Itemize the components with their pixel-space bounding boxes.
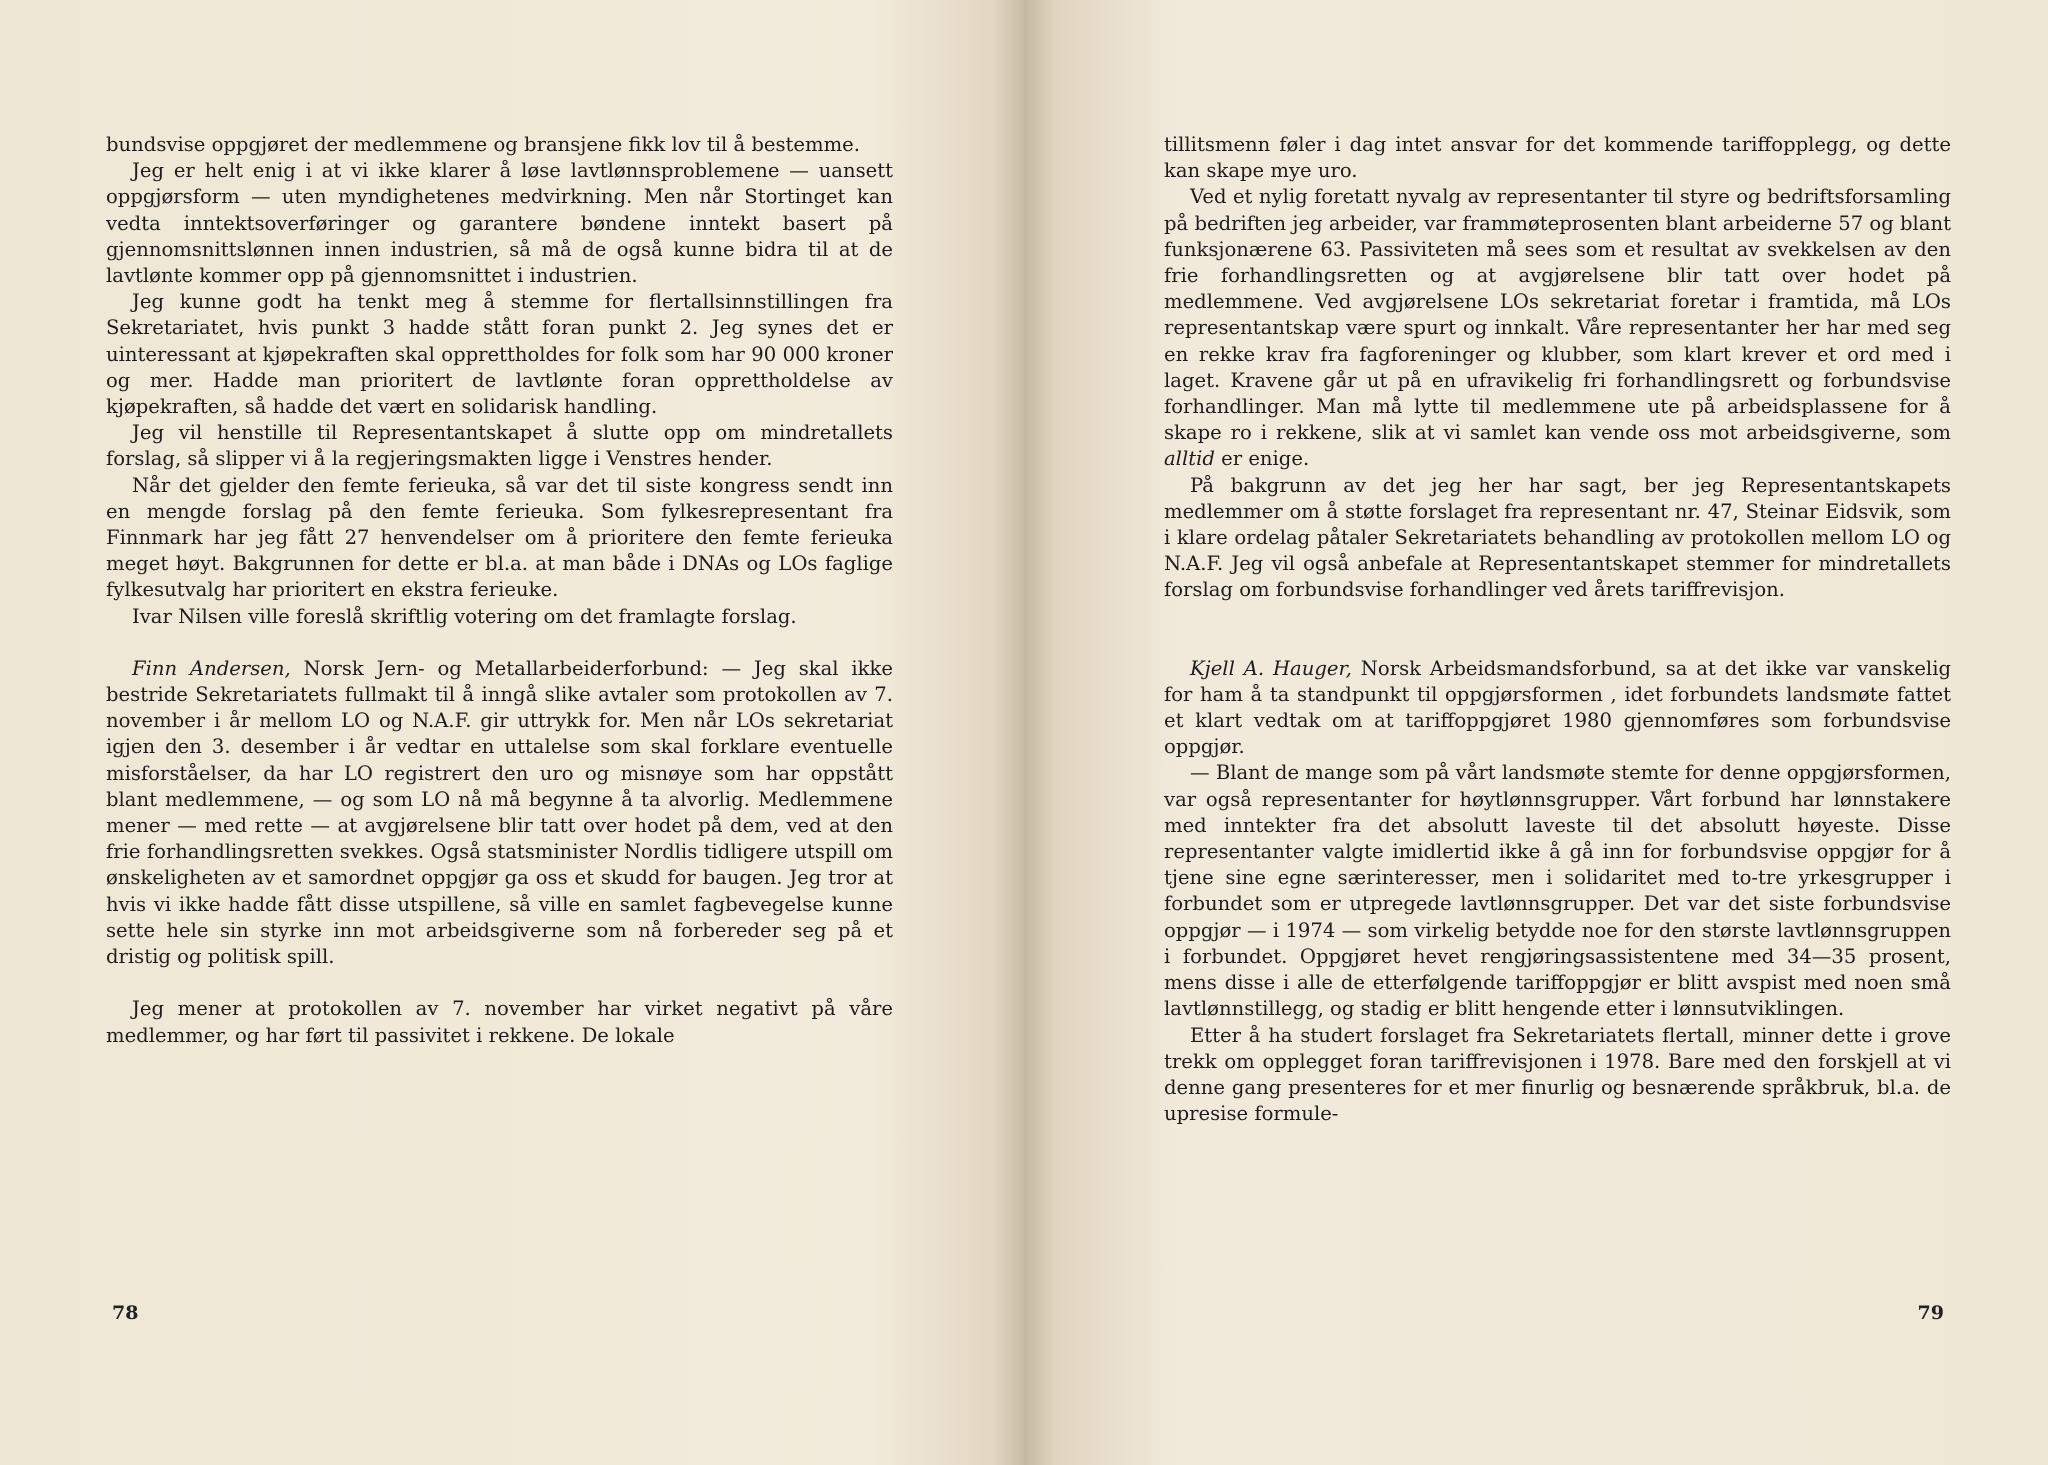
paragraph: tillitsmenn føler i dag intet ansvar for det kommende tariffopplegg, og dette kan skape mye uro.	[1164, 133, 1951, 183]
paragraph: På bakgrunn av det jeg her har sagt, ber jeg Representantskapets medlemmer om å støtte forslaget fra representant nr. 47, Steinar Eidsvik, som i klare ordelag påtaler Sekretariatets behandling av protokollen mellom LO og N.A.F. Jeg vil også anbefale at Representantskapet stemmer for mindretallets forslag om forbundsvise forhandlinger ved årets tariffrevisjon.	[1164, 473, 1951, 602]
paragraph: Jeg mener at protokollen av 7. november har virket negativt på våre medlemmer, og har ført til passivitet i rekkene. De lokale	[106, 997, 893, 1047]
paragraph: Ivar Nilsen ville foreslå skriftlig votering om det framlagte forslag.	[132, 604, 797, 628]
paragraph: Jeg vil henstille til Representantskapet å slutte opp om mindretallets forslag, så slipper vi å la regjeringsmakten ligge i Venstres hender.	[106, 421, 893, 471]
paragraph: Etter å ha studert forslaget fra Sekretariatets flertall, minner dette i grove trekk om opplegget foran tariffrevisjonen i 1978. Bare med den forskjell at vi denne gang presenteres for et mer finurlig og besnærende språkbruk, bl.a. de upresise formule-	[1164, 1023, 1951, 1126]
paragraph-text: Ved et nylig foretatt nyvalg av representanter til styre og bedriftsforsamling på bedriften jeg arbeider, var frammøteprosenten blant arbeiderne 57 og blant funksjonærene 63. Passiviteten må sees som et resultat av svekkelsen av den frie forhandlingsretten og at avgjørelsene blir tatt over hodet på medlemmene. Ved avgjørelsene LOs sekretariat foretar i framtida, må LOs representantskap være spurt og innkalt. Våre representanter her har med seg en rekke krav fra fagforeninger og klubber, som klart krever et ord med i laget. Kravene går ut på en ufravikelig fri forhandlingsrett og forbundsvise forhandlinger. Man må lytte til medlemmene ute på arbeidsplassene for å skape ro i rekkene, slik at vi samlet kan vende oss mot arbeidsgiverne, som	[1164, 185, 1951, 445]
paragraph: bundsvise oppgjøret der medlemmene og bransjene fikk lov til å bestemme.	[106, 133, 861, 156]
speaker-name: Finn Andersen,	[132, 656, 291, 680]
paragraph: Jeg kunne godt ha tenkt meg å stemme for flertallsinnstillingen fra Sekretariatet, hvis punkt 3 hadde stått foran punkt 2. Jeg synes det er uinteressant at kjøpekraften skal opprettholdes for folk som har 90 000 kroner og mer. Hadde man prioritert de lavtlønte foran opprettholdelse av kjøpekraften, så hadde det vært en solidarisk handling.	[106, 290, 893, 419]
speaker-paragraph	[1164, 656, 1951, 761]
right-text-column	[1164, 132, 1951, 1127]
paragraph-text: er enige.	[1214, 447, 1310, 471]
emphasis: alltid	[1164, 447, 1215, 471]
speaker-text: Norsk Jern- og Metallarbeiderforbund: — Jeg skal ikke bestride Sekretariatets fullmakt til å inngå slike avtaler som protokollen av 7. november i år mellom LO og N.A.F. gir uttrykk for. Men når LOs sekretariat igjen den 3. desember i år vedtar en uttalelse som skal forklare eventuelle misforståelser, da har LO registrert den uro og misnøye som har oppstått blant medlemmene, — og som LO nå må begynne å ta alvorlig. Medlemmene mener — med rette — at avgjørelsene blir tatt over hodet på dem, ved at den frie forhandlingsretten svekkes. Også statsminister Nordlis tidligere utspill om ønskeligheten av et samordnet oppgjør ga oss et skudd for baugen. Jeg tror at hvis vi ikke hadde fått disse utspillene, så ville en samlet fagbevegelse kunne sette hele sin styrke inn mot arbeidsgiverne som nå forbereder seg på et dristig og politisk spill.	[106, 656, 893, 969]
paragraph: — Blant de mange som på vårt landsmøte stemte for denne oppgjørsformen, var også representanter for høytlønnsgrupper. Vårt forbund har lønnstakere med inntekter fra det absolutt laveste til det absolutt høyeste. Disse representanter valgte imidlertid ikke å gå inn for forbundsvise oppgjør for å tjene sine egne særinteresser, men i solidaritet med to-tre yrkesgrupper i forbundet som er utpregede lavtlønnsgrupper. Det var det siste forbundsvise oppgjør — i 1974 — som virkelig betydde noe for den største lavtlønnsgruppen i forbundet. Oppgjøret hevet rengjøringsassistentene med 34—35 prosent, mens disse i alle de etterfølgende tariffoppgjør er blitt avspist med noen små lavtlønnstillegg, og stadig er blitt hengende etter i lønnsutviklingen.	[1164, 761, 1951, 1021]
page-number: 78	[112, 1302, 139, 1324]
left-text-column	[106, 132, 893, 1049]
right-page	[1024, 0, 2048, 1465]
speaker-paragraph	[106, 656, 893, 970]
paragraph: Jeg er helt enig i at vi ikke klarer å løse lavtlønnsproblemene — uansett oppgjørsform — uten myndighetenes medvirkning. Men når Stortinget kan vedta inntektsoverføringer og garantere bøndene inntekt basert på gjennomsnittslønnen innen industrien, så må de også kunne bidra til at de lavtlønte kommer opp på gjennomsnittet i industrien.	[106, 159, 893, 288]
paragraph: Når det gjelder den femte ferieuka, så var det til siste kongress sendt inn en mengde forslag på den femte ferieuka. Som fylkesrepresentant fra Finnmark har jeg fått 27 henvendelser om å prioritere den femte ferieuka meget høyt. Bakgrunnen for dette er bl.a. at man både i DNAs og LOs faglige fylkesutvalg har prioritert en ekstra ferieuke.	[106, 473, 893, 602]
speaker-name: Kjell A. Hauger,	[1190, 656, 1352, 680]
page-number: 79	[1917, 1302, 1944, 1324]
speaker-text: Norsk Arbeidsmandsforbund, sa at det ikke var vanskelig for ham å ta standpunkt til oppgjørsformen , idet forbundets landsmøte fattet et klart vedtak om at tariffoppgjøret 1980 gjennomføres som forbundsvise oppgjør.	[1164, 656, 1951, 759]
paragraph	[1164, 184, 1951, 472]
